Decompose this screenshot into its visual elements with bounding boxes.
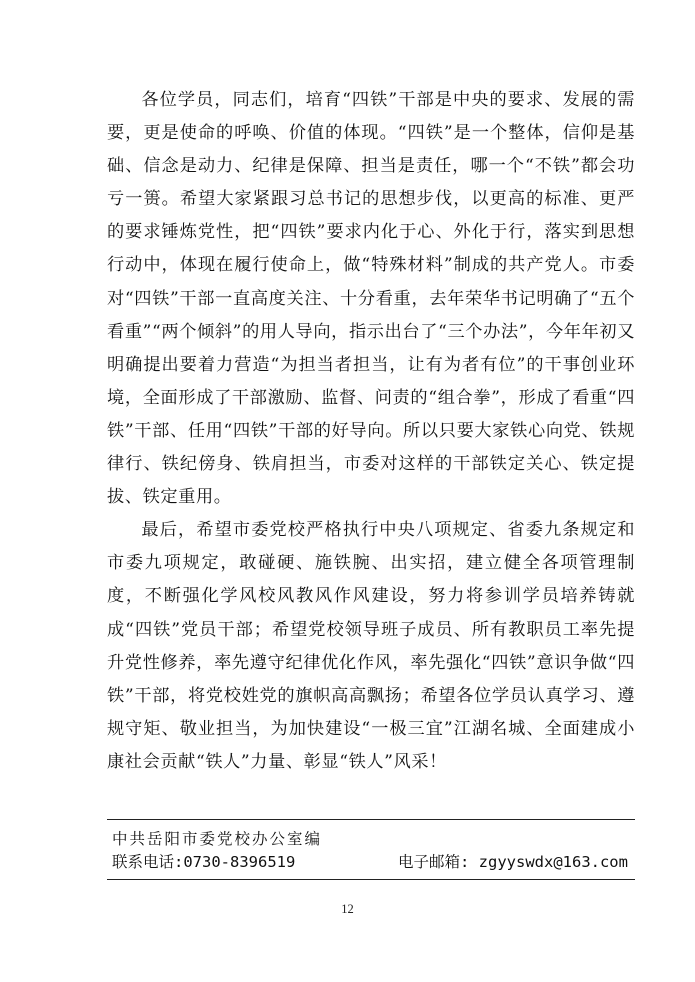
footer-bottom-rule bbox=[107, 879, 635, 880]
paragraph-1: 各位学员，同志们，培育“四铁”干部是中央的要求、发展的需要，更是使命的呼唤、价值的体现。“四铁”是一个整体，信仰是基础、信念是动力、纪律是保障、担当是责任，哪一个“不铁”都会功亏一篑。希望大家紧跟习总书记的思想步伐，以更高的标准、更严的要求锤炼党性，把“四铁”要求内化于心、外化于行，落实到思想行动中，体现在履行使命上，做“特殊材料”制成的共产党人。市委对“四铁”干部一直高度关注、十分看重，去年荣华书记明确了“五个看重”“两个倾斜”的用人导向，指示出台了“三个办法”，今年年初又明确提出要着力营造“为担当者担当，让有为者有位”的干事创业环境，全面形成了干部激励、监督、问责的“组合拳”，形成了看重“四铁”干部、任用“四铁”干部的好导向。所以只要大家铁心向党、铁规律行、铁纪傍身、铁肩担当，市委对这样的干部铁定关心、铁定提拔、铁定重用。 bbox=[107, 90, 635, 508]
footer-top-rule bbox=[107, 819, 635, 820]
phone-label: 联系电话:0730-8396519 bbox=[112, 853, 296, 871]
publisher-label: 中共岳阳市委党校办公室编 bbox=[112, 830, 323, 848]
email-label: 电子邮箱: zgyyswdx@163.com bbox=[398, 853, 628, 871]
page-number: 12 bbox=[341, 902, 354, 916]
body-text bbox=[107, 84, 635, 779]
paragraph-2: 最后，希望市委党校严格执行中央八项规定、省委九条规定和市委九项规定，敢碰硬、施铁腕、出实招，建立健全各项管理制度，不断强化学风校风教风作风建设，努力将参训学员培养铸就成“四铁”党员干部；希望党校领导班子成员、所有教职员工率先提升党性修养，率先遵守纪律优化作风，率先强化“四铁”意识争做“四铁”干部，将党校姓党的旗帜高高飘扬；希望各位学员认真学习、遵规守矩、敬业担当，为加快建设“一极三宜”江湖名城、全面建成小康社会贡献“铁人”力量、彰显“铁人”风采！ bbox=[107, 520, 635, 772]
